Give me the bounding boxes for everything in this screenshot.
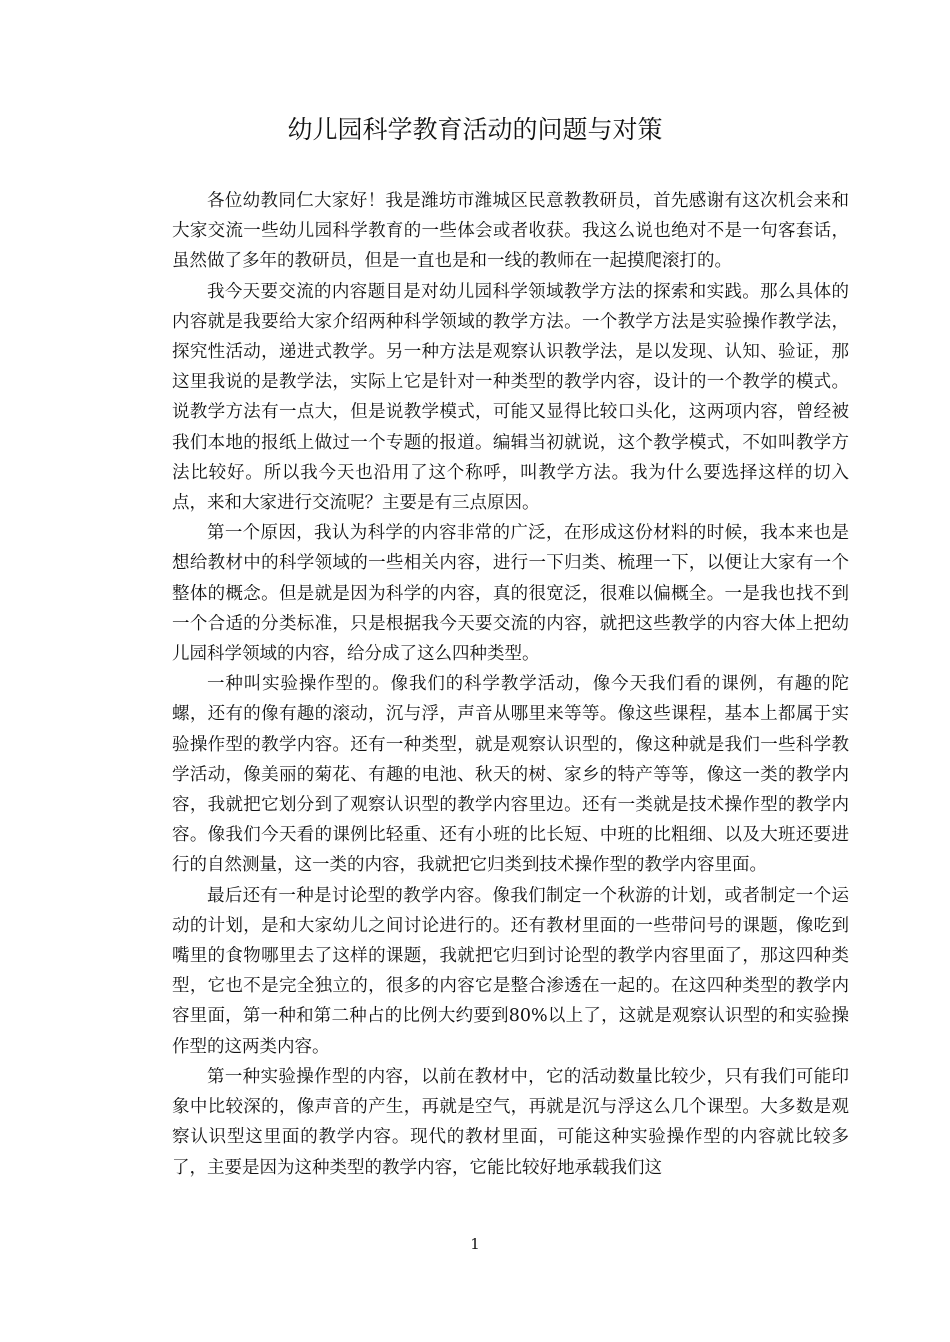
page-number: 1 [470, 1235, 480, 1253]
paragraph: 我今天要交流的内容题目是对幼儿园科学领域教学方法的探索和实践。那么具体的内容就是我要给大家介绍两种科学领域的教学方法。一个教学方法是实验操作教学法，探究性活动，递进式教学。另一种方法是观察认识教学法，是以发现、认知、验证，那这里我说的是教学法，实际上它是针对一种类型的教学内容，设计的一个教学的模式。说教学方法有一点大，但是说教学模式，可能又显得比较口头化，这两项内容，曾经被我们本地的报纸上做过一个专题的报道。编辑当初就说，这个教学模式，不如叫教学方法比较好。所以我今天也沿用了这个称呼，叫教学方法。我为什么要选择这样的切入点，来和大家进行交流呢？主要是有三点原因。 [172, 281, 849, 514]
paragraph: 第一种实验操作型的内容，以前在教材中，它的活动数量比较少，只有我们可能印象中比较深的，像声音的产生，再就是空气，再就是沉与浮这么几个课型。大多数是观察认识型这里面的教学内容。现代的教材里面，可能这种实验操作型的内容就比较多了，主要是因为这种类型的教学内容，它能比较好地承载我们这 [172, 1066, 849, 1178]
paragraph: 最后还有一种是讨论型的教学内容。像我们制定一个秋游的计划，或者制定一个运动的计划，是和大家幼儿之间讨论进行的。还有教材里面的一些带问号的课题，像吃到嘴里的食物哪里去了这样的课题，我就把它归到讨论型的教学内容里面了，那这四种类型，它也不是完全独立的，很多的内容它是整合渗透在一起的。在这四种类型的教学内容里面，第一种和第二种占的比例大约要到80%以上了，这就是观察认识型的和实验操作型的这两类内容。 [172, 885, 849, 1057]
document-body [172, 186, 849, 1183]
paragraph: 各位幼教同仁大家好！我是潍坊市潍城区民意教教研员，首先感谢有这次机会来和大家交流一些幼儿园科学教育的一些体会或者收获。我这么说也绝对不是一句客套话，虽然做了多年的教研员，但是一直也是和一线的教师在一起摸爬滚打的。 [172, 191, 849, 272]
document-title: 幼儿园科学教育活动的问题与对策 [287, 115, 663, 144]
paragraph: 一种叫实验操作型的。像我们的科学教学活动，像今天我们看的课例，有趣的陀螺，还有的像有趣的滚动，沉与浮，声音从哪里来等等。像这些课程，基本上都属于实验操作型的教学内容。还有一种类型，就是观察认识型的，像这种就是我们一些科学教学活动，像美丽的菊花、有趣的电池、秋天的树、家乡的特产等等，像这一类的教学内容，我就把它划分到了观察认识型的教学内容里边。还有一类就是技术操作型的教学内容。像我们今天看的课例比轻重、还有小班的比长短、中班的比粗细、以及大班还要进行的自然测量，这一类的内容，我就把它归类到技术操作型的教学内容里面。 [172, 674, 849, 876]
paragraph: 第一个原因，我认为科学的内容非常的广泛，在形成这份材料的时候，我本来也是想给教材中的科学领域的一些相关内容，进行一下归类、梳理一下，以便让大家有一个整体的概念。但是就是因为科学的内容，真的很宽泛，很难以偏概全。一是我也找不到一个合适的分类标准，只是根据我今天要交流的内容，就把这些教学的内容大体上把幼儿园科学领域的内容，给分成了这么四种类型。 [172, 523, 849, 665]
